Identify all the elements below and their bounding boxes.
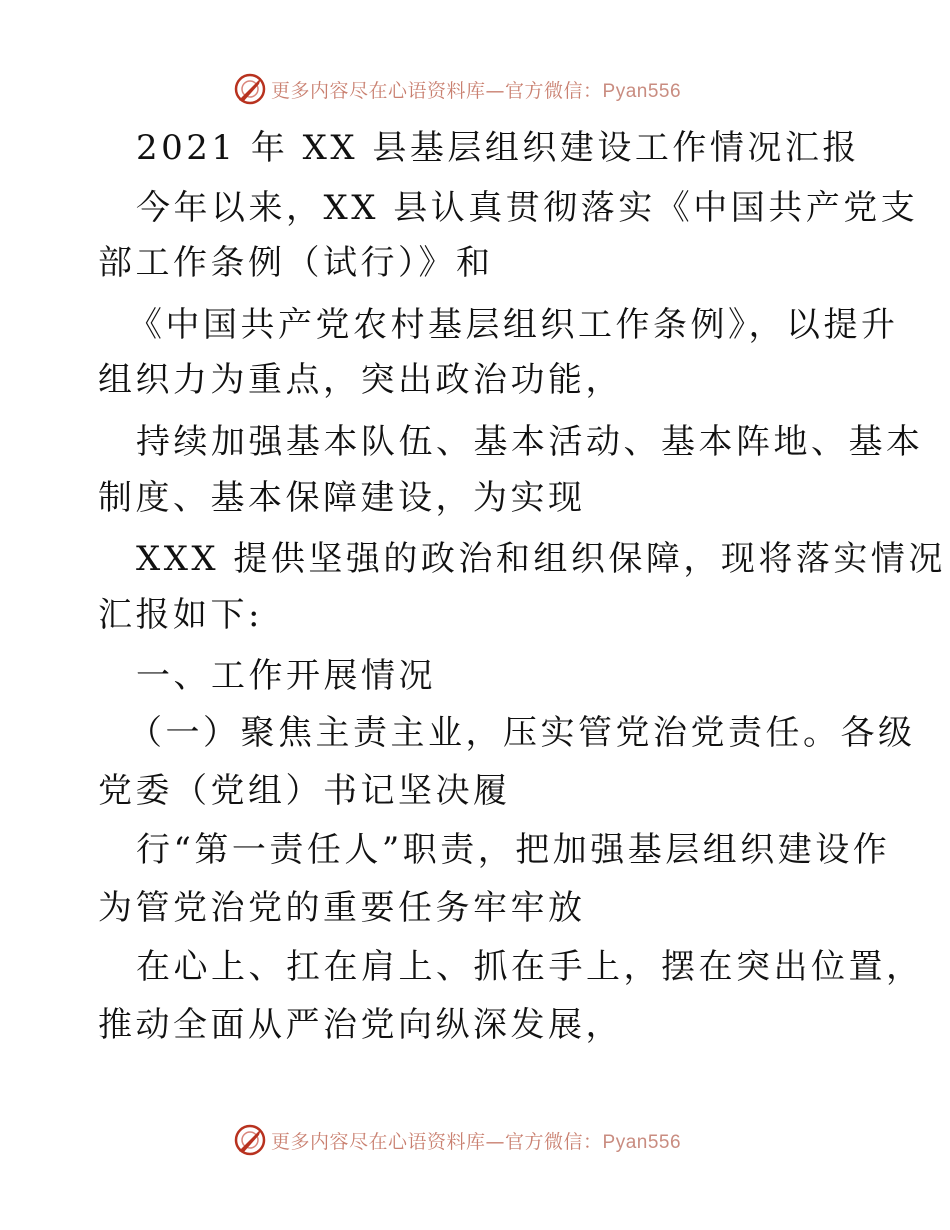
paragraph-line: XXX 提供坚强的政治和组织保障，现将落实情况 (136, 539, 946, 579)
footer-watermark (233, 1123, 681, 1157)
paragraph-line: （一）聚焦主责主业，压实管党治党责任。各级 (128, 713, 916, 753)
paragraph-line: 《中国共产党农村基层组织工作条例》，以提升 (128, 305, 899, 345)
pen-logo-icon (233, 1123, 267, 1157)
watermark-text: 更多内容尽在心语资料库—官方微信：Pyan556 (271, 1130, 682, 1153)
paragraph-line: 为管党治党的重要任务牢牢放 (98, 888, 586, 928)
paragraph-line: 持续加强基本队伍、基本活动、基本阵地、基本 (136, 422, 924, 462)
paragraph-line: 汇报如下: (98, 595, 263, 635)
paragraph-line: 在心上、扛在肩上、抓在手上，摆在突出位置， (136, 947, 924, 987)
paragraph-line: 制度、基本保障建设，为实现 (98, 478, 586, 518)
header-watermark (233, 72, 681, 106)
paragraph-line: 党委（党组）书记坚决履 (98, 771, 511, 811)
paragraph-line: 今年以来，XX 县认真贯彻落实《中国共产党支 (136, 188, 919, 228)
paragraph-line: 行“第一责任人”职责，把加强基层组织建设作 (136, 830, 891, 870)
paragraph-line: 组织力为重点，突出政治功能， (98, 360, 623, 400)
section-heading: 一、工作开展情况 (136, 656, 436, 696)
paragraph-line: 部工作条例（试行）》和 (98, 243, 494, 283)
document-title: 2021 年 XX 县基层组织建设工作情况汇报 (136, 128, 860, 168)
paragraph-line: 推动全面从严治党向纵深发展， (98, 1005, 623, 1045)
pen-logo-icon (233, 72, 267, 106)
watermark-text: 更多内容尽在心语资料库—官方微信：Pyan556 (271, 79, 682, 102)
